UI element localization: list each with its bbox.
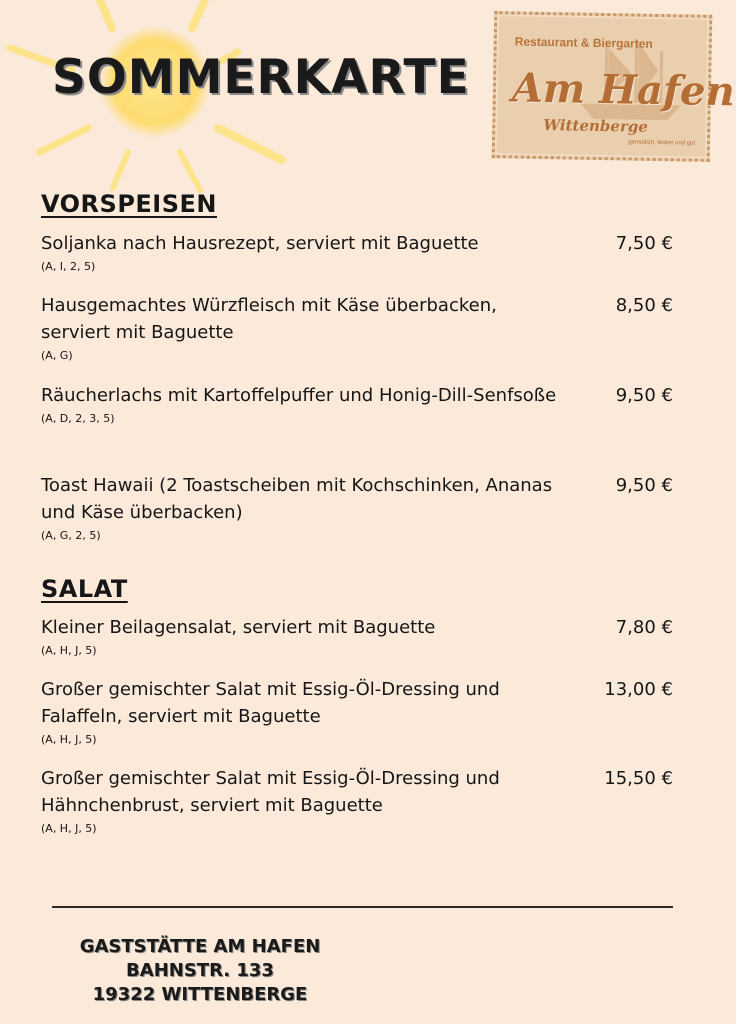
dish-name: Soljanka nach Hausrezept, serviert mit Baguette [41, 233, 479, 254]
dish-price: 15,50 € [604, 768, 673, 789]
allergen-codes: (A, G) [41, 349, 73, 362]
allergen-codes: (A, G, 2, 5) [41, 529, 101, 542]
menu-item [41, 230, 673, 274]
logo-slogan: gemütlich, lecker und gut [628, 139, 696, 147]
allergen-codes: (A, I, 2, 5) [41, 260, 96, 273]
allergen-codes: (A, D, 2, 3, 5) [41, 412, 115, 425]
footer-street: BAHNSTR. 133 [126, 960, 274, 981]
allergen-codes: (A, H, J, 5) [41, 822, 97, 835]
menu-item [41, 382, 673, 426]
section-heading: VORSPEISEN [41, 190, 217, 218]
dish-name: Großer gemischter Salat mit Essig-Öl-Dressing und Falaffeln, serviert mit Baguette [41, 679, 500, 727]
page-title: SOMMERKARTE [52, 50, 470, 105]
dish-price: 9,50 € [615, 475, 673, 496]
footer-name: GASTSTÄTTE AM HAFEN [79, 936, 321, 957]
allergen-codes: (A, H, J, 5) [41, 644, 97, 657]
restaurant-logo [492, 11, 736, 162]
footer-address [40, 935, 360, 1007]
footer-divider [52, 906, 673, 908]
menu-item [41, 292, 673, 363]
allergen-codes: (A, H, J, 5) [41, 733, 97, 746]
section-vorspeisen [41, 190, 681, 218]
footer-city: 19322 WITTENBERGE [92, 984, 308, 1005]
logo-town: Wittenberge [543, 115, 649, 136]
dish-name: Kleiner Beilagensalat, serviert mit Baguette [41, 617, 436, 638]
dish-price: 13,00 € [604, 679, 673, 700]
dish-name: Räucherlachs mit Kartoffelpuffer und Honig-Dill-Senfsoße [41, 385, 557, 406]
dish-price: 9,50 € [615, 385, 673, 406]
menu-item [41, 472, 673, 543]
logo-name: Am Hafen [511, 64, 736, 116]
dish-name: Hausgemachtes Würzfleisch mit Käse überbacken, serviert mit Baguette [41, 295, 497, 343]
menu-item [41, 614, 673, 658]
menu-item [41, 676, 673, 747]
dish-price: 8,50 € [615, 295, 673, 316]
menu-item [41, 765, 673, 836]
logo-tagline: Restaurant & Biergarten [514, 34, 653, 51]
dish-price: 7,80 € [615, 617, 673, 638]
dish-price: 7,50 € [615, 233, 673, 254]
dish-name: Toast Hawaii (2 Toastscheiben mit Kochschinken, Ananas und Käse überbacken) [41, 475, 553, 523]
dish-name: Großer gemischter Salat mit Essig-Öl-Dressing und Hähnchenbrust, serviert mit Baguette [41, 768, 500, 816]
section-heading: SALAT [41, 575, 128, 603]
section-salat [41, 575, 681, 603]
